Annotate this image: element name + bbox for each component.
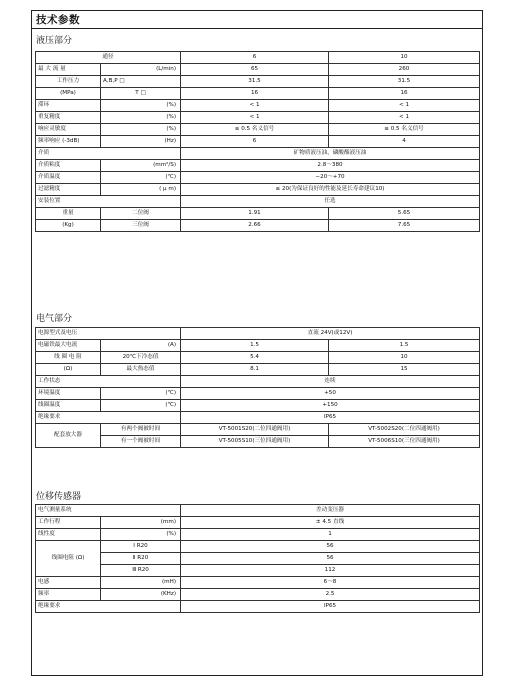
row-label: 线性度 [36, 529, 101, 541]
cell-value: VT-5006S10(三位四通阀用) [329, 436, 480, 448]
row-label: 响应灵敏度 [36, 124, 101, 136]
section-title-sensor: 位移传感器 [36, 492, 82, 502]
cell-value: 2.66 [181, 220, 329, 232]
section-title-electrical: 电气部分 [36, 314, 73, 324]
table-row [36, 52, 480, 64]
cell-value: 1 [181, 529, 480, 541]
row-sublabel: Ⅱ R20 [101, 553, 181, 565]
cell-value: < 1 [181, 100, 329, 112]
table-row [36, 160, 480, 172]
cell-value: IP65 [181, 412, 480, 424]
table-row [36, 529, 480, 541]
table-row [36, 64, 480, 76]
nominal-size-label: 通径 [36, 52, 181, 64]
nominal-size-10: 10 [329, 52, 480, 64]
cell-value: VT-5005S10(三位四通阀用) [181, 436, 329, 448]
cell-value: VT-5002S20(二位四通阀用) [329, 424, 480, 436]
row-unit: (L/min) [101, 64, 181, 76]
cell-value: 7.65 [329, 220, 480, 232]
checkbox-square-icon: □ [119, 78, 125, 84]
table-row [36, 220, 480, 232]
cell-value: +150 [181, 400, 480, 412]
row-unit: (℃) [101, 388, 181, 400]
cell-value: 2.5 [181, 589, 480, 601]
table-row [36, 376, 480, 388]
cell-value: 1.91 [181, 208, 329, 220]
section-title-hydraulic: 液压部分 [36, 36, 73, 46]
row-unit: ( μ m) [101, 184, 181, 196]
row-unit: (Hz) [101, 136, 181, 148]
table-row [36, 565, 480, 577]
title-rule [32, 28, 482, 29]
table-row [36, 88, 480, 100]
table-row [36, 208, 480, 220]
sensor-table [35, 504, 480, 613]
table-row [36, 148, 480, 160]
cell-value: 1.5 [329, 340, 480, 352]
cell-value: ± 4.5 直线 [181, 517, 480, 529]
pressure-label: 工作压力 [36, 76, 101, 88]
table-row [36, 184, 480, 196]
cell-value: 4 [329, 136, 480, 148]
table-row [36, 505, 480, 517]
table-row [36, 436, 480, 448]
cell-value: 任选 [181, 196, 480, 208]
coil-label: 线 圈 电 阻 [36, 352, 101, 364]
table-row [36, 100, 480, 112]
row-label: 过滤精度 [36, 184, 101, 196]
cell-value: 6 [181, 136, 329, 148]
cell-value: 5.65 [329, 208, 480, 220]
cell-value: 10 [329, 352, 480, 364]
cell-value: 16 [181, 88, 329, 100]
table-row [36, 196, 480, 208]
table-row [36, 589, 480, 601]
row-label: 频率响应 (-3dB) [36, 136, 101, 148]
table-row [36, 340, 480, 352]
cell-value: 15 [329, 364, 480, 376]
cell-value: 260 [329, 64, 480, 76]
row-label: 电源型式及电压 [36, 328, 181, 340]
row-label: 工作状态 [36, 376, 181, 388]
row-unit: (mm²/S) [101, 160, 181, 172]
row-label: 频率 [36, 589, 101, 601]
cell-value: ≤ 0.5 名义信号 [181, 124, 329, 136]
row-label: 重复精度 [36, 112, 101, 124]
cell-value: 16 [329, 88, 480, 100]
cell-value: ≤ 20(为保证良好的性能及延长寿命建议10) [181, 184, 480, 196]
spec-page [31, 10, 483, 676]
cell-value: < 1 [329, 112, 480, 124]
row-unit: (mH) [101, 577, 181, 589]
cell-value: 2.8～380 [181, 160, 480, 172]
row-label: 安装位置 [36, 196, 181, 208]
row-unit: (%) [101, 124, 181, 136]
row-label: 电磁铁最大电流 [36, 340, 101, 352]
cell-value: 直流 24V(或12V) [181, 328, 480, 340]
row-sublabel: 二位阀 [101, 208, 181, 220]
cell-value: 矿物质液压油，磷酸酯液压油 [181, 148, 480, 160]
cell-value: 56 [181, 541, 480, 553]
row-unit: (%) [101, 112, 181, 124]
table-row [36, 328, 480, 340]
cell-value: 31.5 [329, 76, 480, 88]
row-unit: (KHz) [101, 589, 181, 601]
row-sublabel: 20℃下冷态值 [101, 352, 181, 364]
cell-value: 31.5 [181, 76, 329, 88]
row-label: 电感 [36, 577, 101, 589]
table-row [36, 136, 480, 148]
table-row [36, 124, 480, 136]
port-label [101, 88, 181, 100]
row-label: 绝缘要求 [36, 601, 181, 613]
row-label: 滞环 [36, 100, 101, 112]
row-unit: (℃) [101, 172, 181, 184]
row-label: 介质温度 [36, 172, 101, 184]
table-row [36, 412, 480, 424]
amplifier-label: 配套放大器 [36, 424, 101, 448]
cell-value: < 1 [329, 100, 480, 112]
table-row [36, 172, 480, 184]
cell-value: 6～8 [181, 577, 480, 589]
table-row [36, 112, 480, 124]
row-sublabel: Ⅰ R20 [101, 541, 181, 553]
table-row [36, 577, 480, 589]
row-label: 环境温度 [36, 388, 101, 400]
row-label: 工作行程 [36, 517, 101, 529]
row-sublabel: 有两个阀被时间 [101, 424, 181, 436]
table-row [36, 364, 480, 376]
row-unit: (A) [101, 340, 181, 352]
table-row [36, 76, 480, 88]
hydraulic-table [35, 51, 480, 232]
cell-value: 5.4 [181, 352, 329, 364]
cell-value: 65 [181, 64, 329, 76]
checkbox-square-icon: □ [140, 90, 146, 96]
weight-unit: (Kg) [36, 220, 101, 232]
row-label: 介质 [36, 148, 181, 160]
row-label: 绝缘要求 [36, 412, 181, 424]
row-sublabel: 三位阀 [101, 220, 181, 232]
resistance-label: 线圈电阻 (Ω) [36, 541, 101, 577]
table-row [36, 517, 480, 529]
row-sublabel: 有一个阀被时间 [101, 436, 181, 448]
row-label: 介质粘度 [36, 160, 101, 172]
cell-value: 1.5 [181, 340, 329, 352]
row-unit: (%) [101, 529, 181, 541]
row-sublabel: 最大热态值 [101, 364, 181, 376]
cell-value: ≤ 0.5 名义信号 [329, 124, 480, 136]
cell-value: +50 [181, 388, 480, 400]
pressure-unit: (MPa) [36, 88, 101, 100]
page-title: 技术参数 [36, 14, 80, 26]
row-unit: (%) [101, 100, 181, 112]
row-label: 线圈温度 [36, 400, 101, 412]
table-row [36, 553, 480, 565]
cell-value: 8.1 [181, 364, 329, 376]
cell-value: 112 [181, 565, 480, 577]
table-row [36, 352, 480, 364]
cell-value: < 1 [181, 112, 329, 124]
coil-unit: (Ω) [36, 364, 101, 376]
table-row [36, 601, 480, 613]
weight-label: 重量 [36, 208, 101, 220]
nominal-size-6: 6 [181, 52, 329, 64]
ports-text: T [135, 90, 139, 96]
table-row [36, 388, 480, 400]
cell-value: 连续 [181, 376, 480, 388]
row-label: 最 大 流 量 [36, 64, 101, 76]
cell-value: VT-5001S20(二位四通阀用) [181, 424, 329, 436]
row-sublabel: Ⅲ R20 [101, 565, 181, 577]
cell-value: IP65 [181, 601, 480, 613]
electrical-table [35, 327, 480, 448]
port-label [101, 76, 181, 88]
row-label: 电气测量系统 [36, 505, 181, 517]
row-unit: (mm) [101, 517, 181, 529]
table-row [36, 400, 480, 412]
cell-value: −20～+70 [181, 172, 480, 184]
cell-value: 差动变压器 [181, 505, 480, 517]
table-row [36, 424, 480, 436]
row-unit: (℃) [101, 400, 181, 412]
table-row [36, 541, 480, 553]
cell-value: 56 [181, 553, 480, 565]
ports-text: A,B,P [103, 78, 118, 84]
